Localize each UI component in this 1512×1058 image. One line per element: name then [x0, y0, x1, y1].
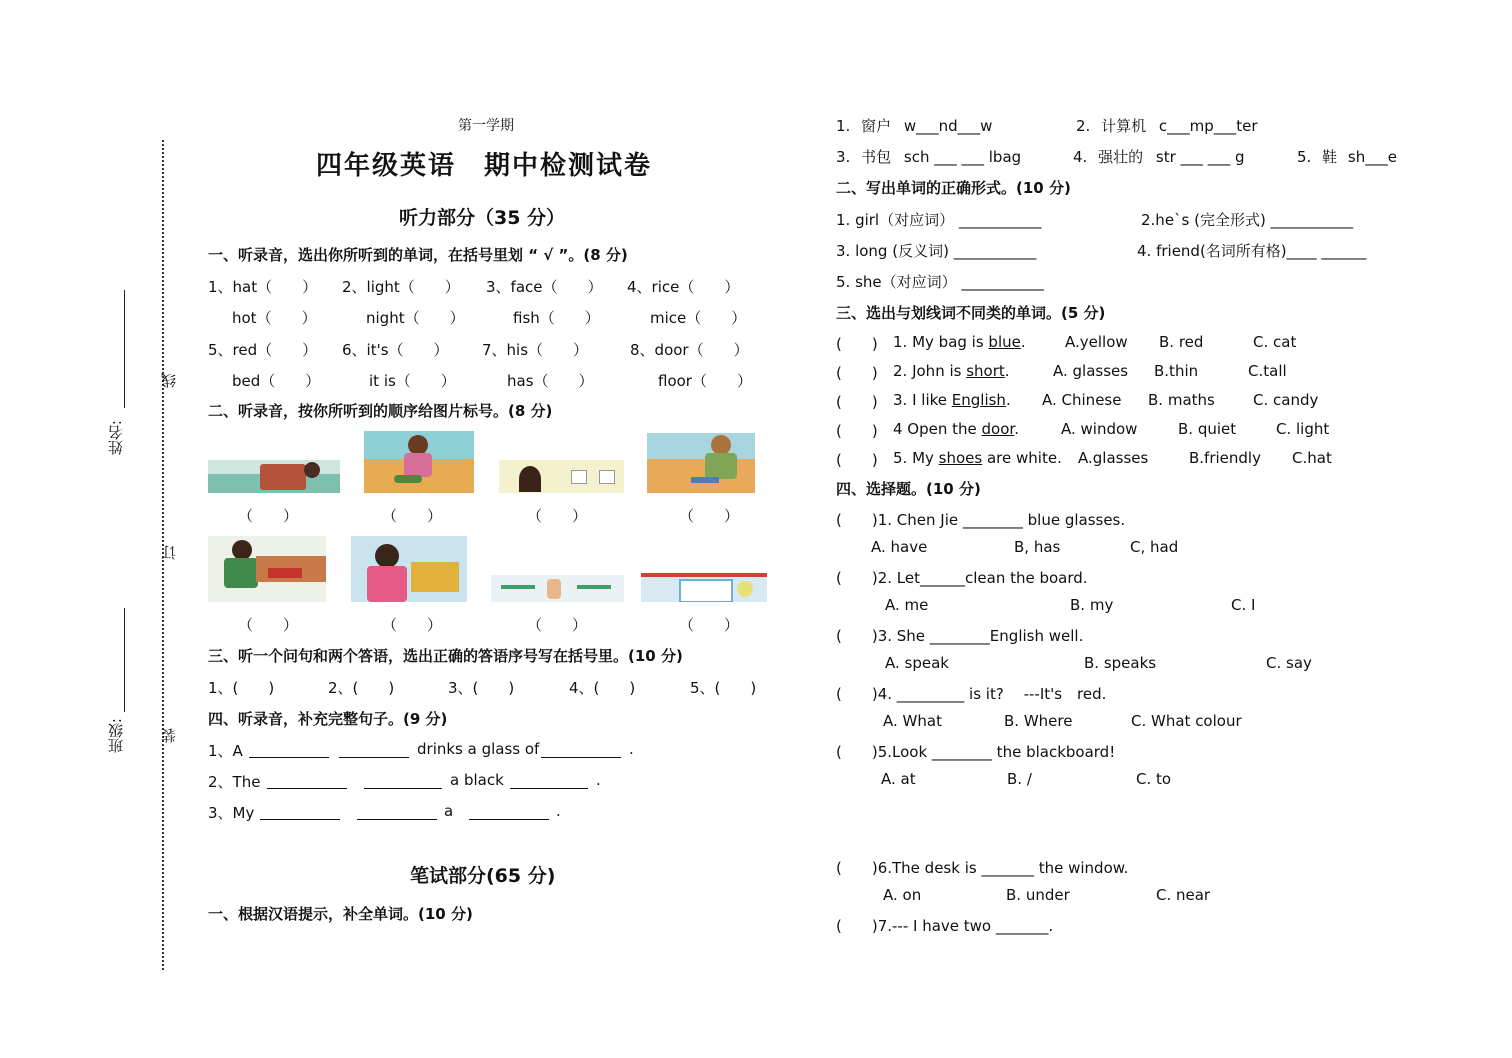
option-b[interactable]: B. my: [1070, 596, 1114, 614]
mc-question-7: ( )7.--- I have two _______.: [836, 917, 1054, 935]
question-text: 2. John is short.: [893, 362, 1010, 380]
question-text: 4 Open the door.: [893, 420, 1019, 438]
picture-2: [364, 431, 474, 493]
option-b[interactable]: B. /: [1007, 770, 1032, 788]
spelling-item: [1073, 146, 1245, 167]
word-option: 8、door（ ）: [630, 341, 749, 359]
word-option: mice（ ）: [650, 309, 747, 327]
answer-blank[interactable]: 5、( ): [690, 679, 757, 697]
semester-label: 第一学期: [458, 118, 514, 134]
word-option: fish（ ）: [513, 309, 600, 327]
mc-options-5: [881, 770, 1381, 792]
answer-blank[interactable]: ( ): [836, 364, 878, 382]
picture-answer-blank[interactable]: （ ）: [679, 616, 740, 634]
option-c[interactable]: C. candy: [1253, 391, 1319, 409]
option-c[interactable]: C. to: [1136, 770, 1172, 788]
word-option: night（ ）: [366, 309, 465, 327]
picture-5: [208, 536, 326, 602]
word-option: it is（ ）: [369, 372, 456, 390]
option-c[interactable]: C. cat: [1253, 333, 1297, 351]
option-b[interactable]: B. speaks: [1084, 654, 1157, 672]
option-a[interactable]: A. me: [885, 596, 929, 614]
writing-part1-heading: 一、根据汉语提示，补全单词。(10 分): [208, 905, 473, 923]
item-number: 2.: [1076, 117, 1091, 135]
fill-blank[interactable]: [260, 819, 340, 820]
sentence-text: 3、My: [208, 804, 255, 822]
word-form-item[interactable]: 3. long (反义词) ___________: [836, 242, 1037, 260]
spelling-blank[interactable]: sch ___ ___ lbag: [903, 148, 1022, 166]
picture-1: [208, 460, 340, 493]
mc-question-1: ( )1. Chen Jie ________ blue glasses.: [836, 511, 1126, 529]
odd-one-out-item: [836, 362, 1396, 384]
listening-part2-heading: 二、听录音，按你所听到的顺序给图片标号。(8 分): [208, 402, 553, 420]
mc-question-3: ( )3. She ________English well.: [836, 627, 1084, 645]
listening-title: 听力部分（35 分）: [399, 207, 566, 229]
option-b[interactable]: B.thin: [1154, 362, 1199, 380]
option-c[interactable]: C. say: [1266, 654, 1312, 672]
option-a[interactable]: A.yellow: [1065, 333, 1128, 351]
word-option: 7、his（ ）: [482, 341, 589, 359]
option-c[interactable]: C. near: [1156, 886, 1211, 904]
mc-question-5: ( )5.Look ________ the blackboard!: [836, 743, 1116, 761]
name-blank-line: [124, 290, 125, 408]
fill-blank[interactable]: [510, 788, 588, 789]
option-b[interactable]: B. quiet: [1178, 420, 1237, 438]
name-label: 姓名:: [107, 420, 125, 456]
option-c[interactable]: C.tall: [1248, 362, 1287, 380]
picture-answer-blank[interactable]: （ ）: [382, 507, 443, 525]
odd-one-out-item: [836, 391, 1396, 413]
fill-blank[interactable]: [267, 788, 347, 789]
question-text: 3. I like English.: [893, 391, 1011, 409]
spelling-blank[interactable]: str ___ ___ g: [1155, 148, 1245, 166]
fill-blank[interactable]: [357, 819, 437, 820]
spelling-item: [836, 146, 1021, 167]
word-option: 1、hat（ ）: [208, 278, 318, 296]
writing-title: 笔试部分(65 分): [410, 865, 556, 887]
chinese-hint: 强壮的: [1098, 148, 1144, 166]
chinese-hint: 鞋: [1322, 148, 1338, 166]
item-number: 3.: [836, 148, 851, 166]
fill-blank[interactable]: [541, 757, 621, 758]
answer-blank[interactable]: 1、( ): [208, 679, 275, 697]
answer-blank[interactable]: ( ): [836, 451, 878, 469]
word-form-item[interactable]: 1. girl（对应词） ___________: [836, 211, 1042, 229]
answer-blank[interactable]: 4、( ): [569, 679, 636, 697]
sentence-text: .: [596, 771, 601, 789]
option-a[interactable]: A. have: [871, 538, 928, 556]
word-form-item[interactable]: 2.he`s (完全形式) ___________: [1141, 211, 1354, 229]
picture-answer-blank[interactable]: （ ）: [382, 616, 443, 634]
listening-part3-heading: 三、听一个问句和两个答语，选出正确的答语序号写在括号里。(10 分): [208, 647, 683, 665]
mc-options-1: [871, 538, 1371, 560]
item-number: 5.: [1297, 148, 1312, 166]
option-c[interactable]: C. What colour: [1131, 712, 1242, 730]
class-blank-line: [124, 608, 125, 712]
answer-blank[interactable]: 3、( ): [448, 679, 515, 697]
fill-blank[interactable]: [249, 757, 329, 758]
option-c[interactable]: C.hat: [1292, 449, 1332, 467]
option-b[interactable]: B.friendly: [1189, 449, 1261, 467]
word-option: 5、red（ ）: [208, 341, 318, 359]
picture-6: [351, 536, 467, 602]
option-c[interactable]: C. I: [1231, 596, 1256, 614]
word-option: 2、light（ ）: [342, 278, 460, 296]
picture-7: [491, 575, 624, 602]
spelling-item: [1297, 146, 1397, 167]
picture-answer-blank[interactable]: （ ）: [527, 616, 588, 634]
sentence-text: a black: [450, 771, 504, 789]
answer-blank[interactable]: 2、( ): [328, 679, 395, 697]
odd-one-out-item: [836, 420, 1396, 442]
listening-part1-heading: 一、听录音，选出你所听到的单词，在括号里划 “ √ ”。(8 分): [208, 246, 628, 264]
sentence-text: .: [556, 802, 561, 820]
fill-sentence-1: [208, 740, 648, 762]
word-option: 3、face（ ）: [486, 278, 603, 296]
question-text: 5. My shoes are white.: [893, 449, 1062, 467]
sentence-text: 2、The: [208, 773, 261, 791]
spelling-blank[interactable]: sh___e: [1347, 148, 1397, 166]
word-option: hot（ ）: [232, 309, 317, 327]
option-b[interactable]: B, has: [1014, 538, 1061, 556]
fill-blank[interactable]: [339, 757, 409, 758]
mc-question-6: ( )6.The desk is _______ the window.: [836, 859, 1129, 877]
odd-one-out-item: [836, 449, 1396, 471]
odd-one-out-item: [836, 333, 1396, 355]
spelling-item: [836, 115, 992, 136]
item-number: 4.: [1073, 148, 1088, 166]
mc-options-3: [885, 654, 1385, 676]
question-text: 1. My bag is blue.: [893, 333, 1026, 351]
word-option: has（ ）: [507, 372, 594, 390]
fill-sentence-3: [208, 802, 648, 824]
answer-blank[interactable]: ( ): [836, 422, 878, 440]
answer-blank[interactable]: ( ): [836, 393, 878, 411]
option-b[interactable]: B. red: [1159, 333, 1204, 351]
writing-part4-heading: 四、选择题。(10 分): [836, 480, 981, 498]
spelling-blank[interactable]: w___nd___w: [903, 117, 993, 135]
option-c[interactable]: C. light: [1276, 420, 1330, 438]
answer-blank[interactable]: ( ): [836, 335, 878, 353]
option-b[interactable]: B. Where: [1004, 712, 1073, 730]
chinese-hint: 计算机: [1101, 117, 1147, 135]
option-b[interactable]: B. maths: [1148, 391, 1215, 409]
option-a[interactable]: A. at: [881, 770, 916, 788]
picture-answer-blank[interactable]: （ ）: [238, 616, 299, 634]
fill-blank[interactable]: [364, 788, 442, 789]
listening-part4-heading: 四、听录音，补充完整句子。(9 分): [208, 710, 448, 728]
picture-answer-blank[interactable]: （ ）: [238, 507, 299, 525]
bind-word-line: 线: [160, 373, 178, 388]
spelling-item: [1076, 115, 1258, 136]
word-option: 6、it's（ ）: [342, 341, 449, 359]
fill-sentence-2: [208, 771, 648, 793]
mc-question-4: ( )4. _________ is it? ---It's red.: [836, 685, 1107, 703]
option-a[interactable]: A. window: [1061, 420, 1138, 438]
mc-options-4: [883, 712, 1383, 734]
option-b[interactable]: B. under: [1006, 886, 1070, 904]
option-a[interactable]: A. on: [883, 886, 922, 904]
picture-answer-blank[interactable]: （ ）: [527, 507, 588, 525]
option-a[interactable]: A.glasses: [1078, 449, 1149, 467]
chinese-hint: 窗户: [861, 117, 892, 135]
page-title: 四年级英语 期中检测试卷: [316, 151, 653, 181]
option-a[interactable]: A. Chinese: [1042, 391, 1122, 409]
word-form-item[interactable]: 5. she（对应词） ___________: [836, 273, 1044, 291]
option-a[interactable]: A. speak: [885, 654, 949, 672]
picture-3: [499, 460, 624, 493]
picture-answer-blank[interactable]: （ ）: [679, 507, 740, 525]
writing-part2-heading: 二、写出单词的正确形式。(10 分): [836, 179, 1071, 197]
option-a[interactable]: A. What: [883, 712, 942, 730]
fill-blank[interactable]: [469, 819, 549, 820]
sentence-text: .: [629, 740, 634, 758]
spelling-blank[interactable]: c___mp___ter: [1158, 117, 1258, 135]
class-label: 班级:: [107, 718, 125, 754]
picture-4: [647, 433, 755, 493]
item-number: 1.: [836, 117, 851, 135]
sentence-text: drinks a glass of: [417, 740, 540, 758]
bind-word-bind: 装: [160, 728, 178, 743]
picture-8: [641, 573, 767, 602]
option-c[interactable]: C, had: [1130, 538, 1179, 556]
word-option: bed（ ）: [232, 372, 321, 390]
chinese-hint: 书包: [861, 148, 892, 166]
word-option: 4、rice（ ）: [627, 278, 740, 296]
word-form-item[interactable]: 4. friend(名词所有格)____ ______: [1137, 242, 1367, 260]
mc-question-2: ( )2. Let______clean the board.: [836, 569, 1088, 587]
sentence-text: 1、A: [208, 742, 243, 760]
word-option: floor（ ）: [658, 372, 752, 390]
mc-options-6: [883, 886, 1383, 908]
sentence-text: a: [444, 802, 454, 820]
mc-options-2: [885, 596, 1385, 618]
option-a[interactable]: A. glasses: [1053, 362, 1129, 380]
writing-part3-heading: 三、选出与划线词不同类的单词。(5 分): [836, 304, 1106, 322]
bind-word-staple: 订: [160, 545, 178, 560]
